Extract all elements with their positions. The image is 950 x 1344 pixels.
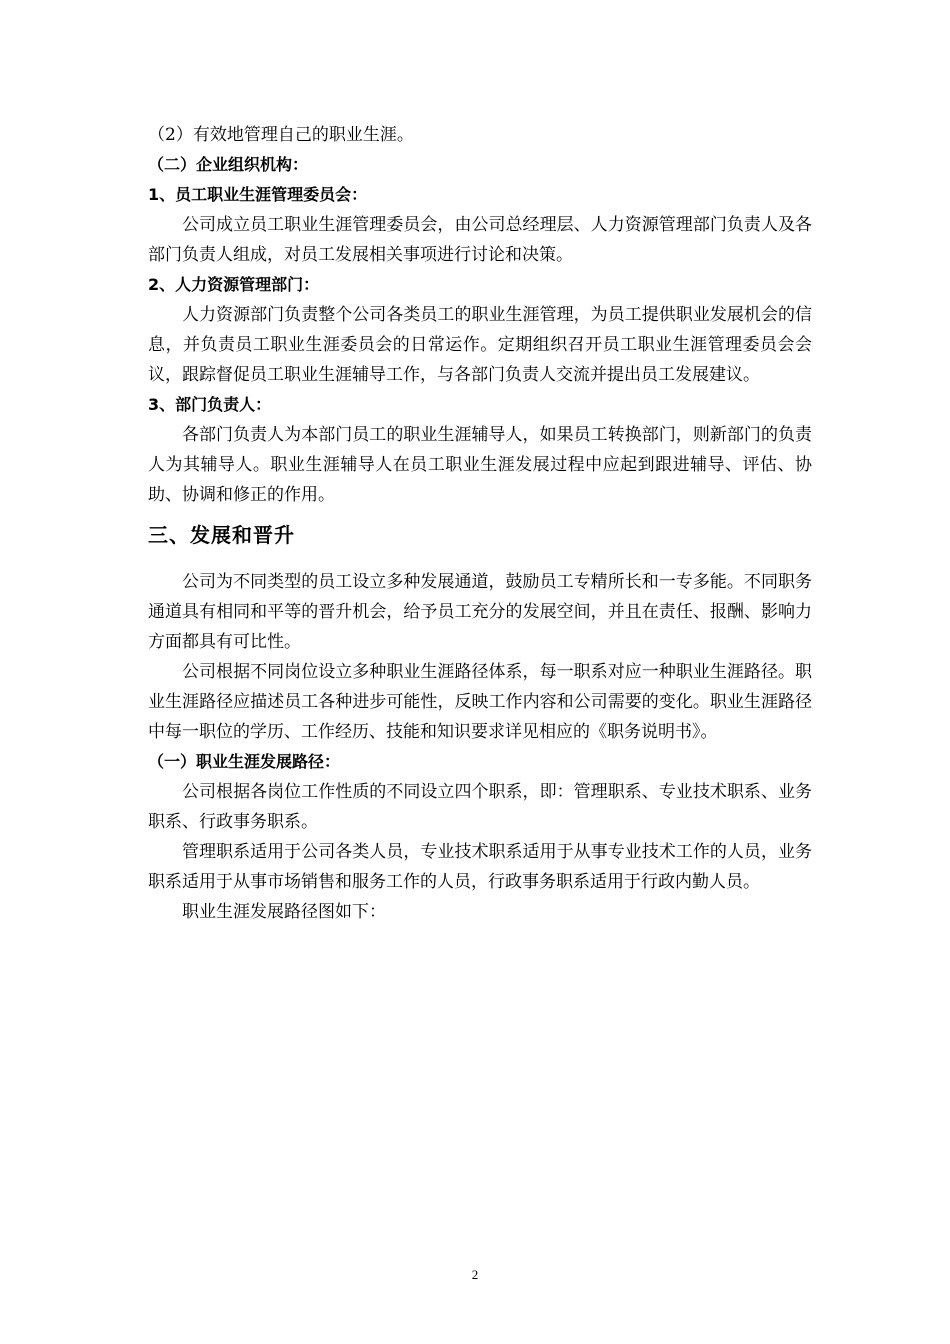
document-body [148, 120, 812, 927]
heading-career-committee: 1、员工职业生涯管理委员会： [148, 185, 368, 204]
paragraph-diagram-intro: 职业生涯发展路径图如下： [182, 902, 386, 922]
heading-department-head: 3、部门负责人： [148, 395, 272, 414]
page-number: 2 [471, 1267, 479, 1282]
paragraph-applicability: 管理职系适用于公司各类人员，专业技术职系适用于从事专业技术工作的人员，业务职系适用于从事市场销售和服务工作的人员，行政事务职系适用于行政内勤人员。 [148, 842, 812, 892]
paragraph-committee: 公司成立员工职业生涯管理委员会，由公司总经理层、人力资源管理部门负责人及各部门负责人组成，对员工发展相关事项进行讨论和决策。 [148, 215, 812, 265]
paragraph-four-series: 公司根据各岗位工作性质的不同设立四个职系，即：管理职系、专业技术职系、业务职系、行政事务职系。 [148, 782, 812, 832]
paragraph-hr-department: 人力资源部门负责整个公司各类员工的职业生涯管理，为员工提供职业发展机会的信息，并负责员工职业生涯委员会的日常运作。定期组织召开员工职业生涯管理委员会会议，跟踪督促员工职业生涯辅导工作，与各部门负责人交流并提出员工发展建议。 [148, 305, 812, 385]
section-title-development: 三、发展和晋升 [148, 523, 295, 547]
heading-hr-department: 2、人力资源管理部门： [148, 275, 320, 294]
heading-org-structure: （二）企业组织机构： [148, 155, 309, 174]
paragraph-channels: 公司为不同类型的员工设立多种发展通道，鼓励员工专精所长和一专多能。不同职务通道具有相同和平等的晋升机会，给予员工充分的发展空间，并且在责任、报酬、影响力方面都具有可比性。 [148, 572, 812, 652]
paragraph-career-paths: 公司根据不同岗位设立多种职业生涯路径体系，每一职系对应一种职业生涯路径。职业生涯路径应描述员工各种进步可能性，反映工作内容和公司需要的变化。职业生涯路径中每一职位的学历、工作经历、技能和知识要求详见相应的《职务说明书》。 [148, 662, 812, 742]
list-item-manage-career: （2）有效地管理自己的职业生涯。 [148, 125, 414, 145]
heading-career-path: （一）职业生涯发展路径： [148, 752, 341, 771]
paragraph-department-head: 各部门负责人为本部门员工的职业生涯辅导人，如果员工转换部门，则新部门的负责人为其辅导人。职业生涯辅导人在员工职业生涯发展过程中应起到跟进辅导、评估、协助、协调和修正的作用。 [148, 425, 812, 505]
